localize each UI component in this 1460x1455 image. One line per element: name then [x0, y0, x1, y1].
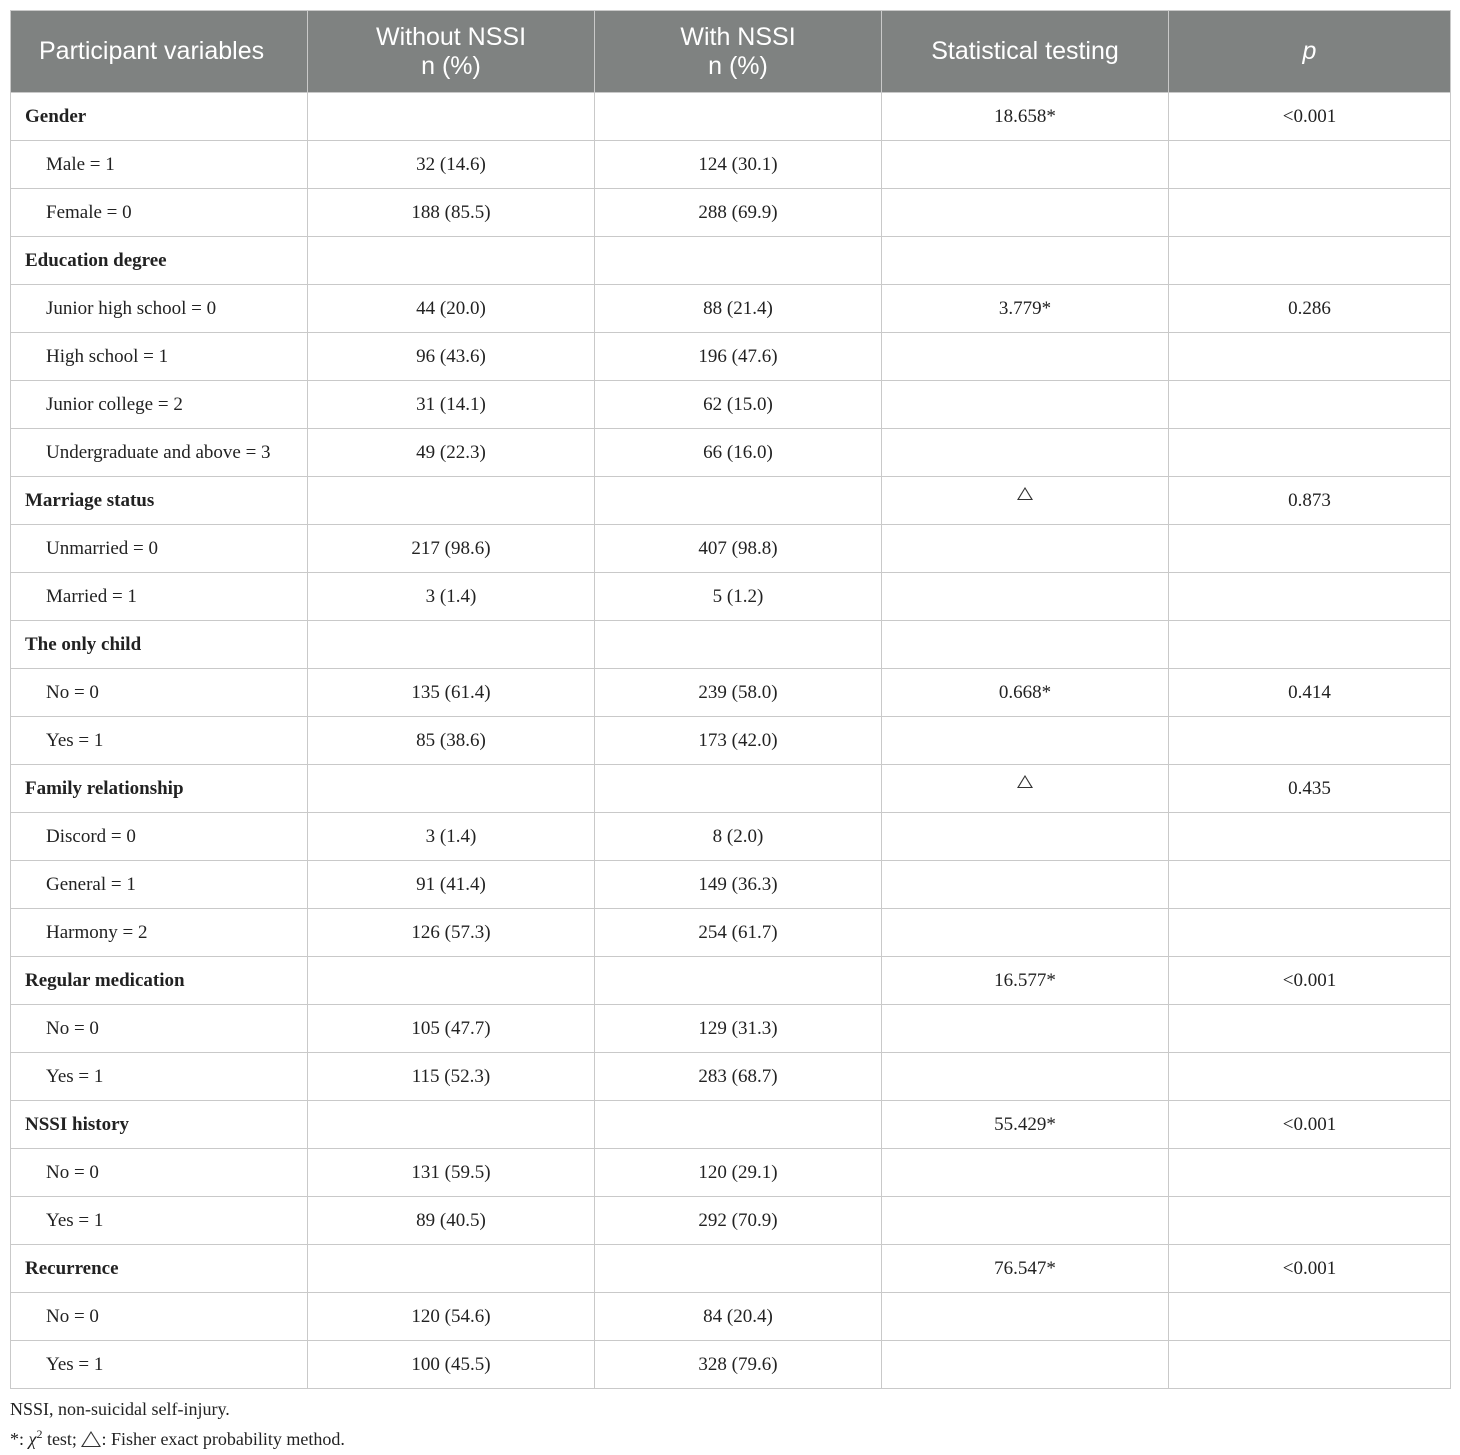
cell-variable: Undergraduate and above = 3: [11, 429, 308, 477]
cell-without-nssi: 89 (40.5): [308, 1197, 595, 1245]
cell-statistical-testing: [882, 861, 1169, 909]
cell-statistical-testing: [882, 141, 1169, 189]
cell-without-nssi: [308, 1101, 595, 1149]
table-row: [11, 909, 1451, 957]
table-row: [11, 1005, 1451, 1053]
cell-without-nssi: 217 (98.6): [308, 525, 595, 573]
cell-with-nssi: 239 (58.0): [595, 669, 882, 717]
cell-without-nssi: 32 (14.6): [308, 141, 595, 189]
cell-with-nssi: 283 (68.7): [595, 1053, 882, 1101]
cell-statistical-testing: [882, 717, 1169, 765]
cell-statistical-testing: [882, 237, 1169, 285]
cell-without-nssi: 131 (59.5): [308, 1149, 595, 1197]
table-row: [11, 1341, 1451, 1389]
cell-variable: Junior college = 2: [11, 381, 308, 429]
table-row: [11, 429, 1451, 477]
cell-p-value: [1169, 621, 1451, 669]
table-row: [11, 813, 1451, 861]
cell-p-value: 0.435: [1169, 765, 1451, 813]
cell-with-nssi: [595, 957, 882, 1005]
triangle-icon: [81, 1431, 101, 1447]
footnote-chi-symbol: χ: [28, 1429, 37, 1449]
cell-statistical-testing: [882, 429, 1169, 477]
cell-p-value: [1169, 1053, 1451, 1101]
cell-with-nssi: 407 (98.8): [595, 525, 882, 573]
cell-without-nssi: 115 (52.3): [308, 1053, 595, 1101]
cell-p-value: [1169, 717, 1451, 765]
cell-without-nssi: 100 (45.5): [308, 1341, 595, 1389]
table-row: [11, 141, 1451, 189]
cell-with-nssi: 149 (36.3): [595, 861, 882, 909]
table-footnotes: [10, 1397, 345, 1452]
cell-variable: Yes = 1: [11, 717, 308, 765]
cell-variable: Family relationship: [11, 765, 308, 813]
cell-variable: High school = 1: [11, 333, 308, 381]
cell-p-value: [1169, 1149, 1451, 1197]
table-row: [11, 1293, 1451, 1341]
table-row: [11, 1149, 1451, 1197]
cell-with-nssi: 84 (20.4): [595, 1293, 882, 1341]
cell-without-nssi: 31 (14.1): [308, 381, 595, 429]
header-without-nssi-line2: n (%): [421, 51, 481, 80]
table-group-row: [11, 621, 1451, 669]
cell-p-value: [1169, 141, 1451, 189]
cell-with-nssi: [595, 621, 882, 669]
header-with-nssi-line2: n (%): [708, 51, 768, 80]
cell-p-value: [1169, 1005, 1451, 1053]
cell-without-nssi: [308, 93, 595, 141]
table-row: [11, 285, 1451, 333]
cell-with-nssi: [595, 1101, 882, 1149]
table-row: [11, 1053, 1451, 1101]
cell-statistical-testing: 3.779*: [882, 285, 1169, 333]
table-row: [11, 669, 1451, 717]
header-participant-variables: Participant variables: [11, 11, 308, 93]
cell-variable: Discord = 0: [11, 813, 308, 861]
cell-without-nssi: 85 (38.6): [308, 717, 595, 765]
cell-variable: Harmony = 2: [11, 909, 308, 957]
cell-variable: Female = 0: [11, 189, 308, 237]
cell-p-value: [1169, 861, 1451, 909]
table-group-row: [11, 1101, 1451, 1149]
cell-variable: Yes = 1: [11, 1341, 308, 1389]
cell-statistical-testing: [882, 1293, 1169, 1341]
cell-variable: Gender: [11, 93, 308, 141]
header-row: [11, 11, 1451, 93]
cell-with-nssi: [595, 237, 882, 285]
table-body: [11, 93, 1451, 1389]
cell-statistical-testing: 16.577*: [882, 957, 1169, 1005]
cell-variable: Yes = 1: [11, 1053, 308, 1101]
cell-statistical-testing: [882, 1053, 1169, 1101]
cell-variable: Male = 1: [11, 141, 308, 189]
table-row: [11, 573, 1451, 621]
cell-without-nssi: 44 (20.0): [308, 285, 595, 333]
cell-with-nssi: 66 (16.0): [595, 429, 882, 477]
cell-statistical-testing: 18.658*: [882, 93, 1169, 141]
cell-without-nssi: 126 (57.3): [308, 909, 595, 957]
cell-variable: The only child: [11, 621, 308, 669]
cell-p-value: [1169, 429, 1451, 477]
cell-with-nssi: 62 (15.0): [595, 381, 882, 429]
header-without-nssi: [308, 11, 595, 93]
table-row: [11, 525, 1451, 573]
cell-with-nssi: [595, 477, 882, 525]
cell-with-nssi: 288 (69.9): [595, 189, 882, 237]
header-without-nssi-line1: Without NSSI: [375, 22, 527, 51]
cell-variable: Education degree: [11, 237, 308, 285]
table-group-row: [11, 1245, 1451, 1293]
cell-statistical-testing: [882, 1341, 1169, 1389]
cell-without-nssi: 96 (43.6): [308, 333, 595, 381]
cell-with-nssi: 173 (42.0): [595, 717, 882, 765]
cell-with-nssi: [595, 765, 882, 813]
cell-variable: Marriage status: [11, 477, 308, 525]
cell-without-nssi: 91 (41.4): [308, 861, 595, 909]
table-group-row: [11, 765, 1451, 813]
cell-variable: Yes = 1: [11, 1197, 308, 1245]
triangle-icon: [1017, 487, 1033, 500]
cell-statistical-testing: 55.429*: [882, 1101, 1169, 1149]
cell-p-value: 0.414: [1169, 669, 1451, 717]
cell-variable: Regular medication: [11, 957, 308, 1005]
cell-variable: Junior high school = 0: [11, 285, 308, 333]
cell-p-value: [1169, 909, 1451, 957]
cell-without-nssi: [308, 765, 595, 813]
footnote-chi-text: test;: [42, 1429, 82, 1449]
cell-variable: No = 0: [11, 669, 308, 717]
table-header: [11, 11, 1451, 93]
header-with-nssi-line1: With NSSI: [680, 22, 796, 51]
cell-without-nssi: 120 (54.6): [308, 1293, 595, 1341]
table-container: [10, 10, 1450, 1389]
cell-statistical-testing: [882, 333, 1169, 381]
cell-statistical-testing: [882, 189, 1169, 237]
table-group-row: [11, 477, 1451, 525]
footnote-chi-exponent: 2: [36, 1427, 43, 1441]
cell-statistical-testing: [882, 765, 1169, 813]
table-row: [11, 333, 1451, 381]
cell-without-nssi: 105 (47.7): [308, 1005, 595, 1053]
table-row: [11, 189, 1451, 237]
cell-p-value: <0.001: [1169, 93, 1451, 141]
cell-with-nssi: 8 (2.0): [595, 813, 882, 861]
header-with-nssi: [595, 11, 882, 93]
cell-variable: NSSI history: [11, 1101, 308, 1149]
cell-with-nssi: 292 (70.9): [595, 1197, 882, 1245]
table-group-row: [11, 93, 1451, 141]
cell-with-nssi: 328 (79.6): [595, 1341, 882, 1389]
footnote-star: *: [10, 1429, 19, 1449]
cell-statistical-testing: [882, 621, 1169, 669]
cell-with-nssi: [595, 1245, 882, 1293]
cell-variable: No = 0: [11, 1293, 308, 1341]
cell-p-value: [1169, 1293, 1451, 1341]
cell-without-nssi: [308, 1245, 595, 1293]
cell-p-value: [1169, 1341, 1451, 1389]
cell-p-value: [1169, 525, 1451, 573]
cell-p-value: [1169, 1197, 1451, 1245]
table-row: [11, 381, 1451, 429]
cell-p-value: 0.873: [1169, 477, 1451, 525]
cell-without-nssi: [308, 957, 595, 1005]
cell-statistical-testing: [882, 477, 1169, 525]
cell-statistical-testing: [882, 1005, 1169, 1053]
cell-statistical-testing: [882, 525, 1169, 573]
cell-without-nssi: 188 (85.5): [308, 189, 595, 237]
cell-without-nssi: [308, 621, 595, 669]
cell-with-nssi: 120 (29.1): [595, 1149, 882, 1197]
cell-statistical-testing: [882, 1197, 1169, 1245]
cell-without-nssi: [308, 237, 595, 285]
cell-statistical-testing: [882, 909, 1169, 957]
cell-statistical-testing: 76.547*: [882, 1245, 1169, 1293]
header-statistical-testing: Statistical testing: [882, 11, 1169, 93]
cell-variable: Recurrence: [11, 1245, 308, 1293]
cell-without-nssi: 3 (1.4): [308, 573, 595, 621]
cell-with-nssi: 196 (47.6): [595, 333, 882, 381]
header-p: [1169, 11, 1451, 93]
cell-p-value: [1169, 381, 1451, 429]
cell-variable: No = 0: [11, 1005, 308, 1053]
table-row: [11, 1197, 1451, 1245]
cell-variable: General = 1: [11, 861, 308, 909]
cell-p-value: 0.286: [1169, 285, 1451, 333]
cell-p-value: [1169, 573, 1451, 621]
table-group-row: [11, 237, 1451, 285]
cell-with-nssi: 129 (31.3): [595, 1005, 882, 1053]
cell-statistical-testing: 0.668*: [882, 669, 1169, 717]
data-table: [10, 10, 1451, 1389]
cell-p-value: [1169, 333, 1451, 381]
cell-p-value: <0.001: [1169, 957, 1451, 1005]
cell-p-value: [1169, 813, 1451, 861]
cell-statistical-testing: [882, 813, 1169, 861]
header-p-label: p: [1302, 37, 1317, 65]
cell-p-value: <0.001: [1169, 1245, 1451, 1293]
triangle-icon: [1017, 775, 1033, 788]
cell-statistical-testing: [882, 381, 1169, 429]
cell-with-nssi: 5 (1.2): [595, 573, 882, 621]
cell-statistical-testing: [882, 573, 1169, 621]
cell-variable: Married = 1: [11, 573, 308, 621]
cell-p-value: [1169, 189, 1451, 237]
table-row: [11, 717, 1451, 765]
cell-with-nssi: 254 (61.7): [595, 909, 882, 957]
footnote-abbreviation: NSSI, non-suicidal self-injury.: [10, 1399, 230, 1419]
table-row: [11, 861, 1451, 909]
cell-p-value: <0.001: [1169, 1101, 1451, 1149]
cell-p-value: [1169, 237, 1451, 285]
cell-statistical-testing: [882, 1149, 1169, 1197]
cell-with-nssi: 124 (30.1): [595, 141, 882, 189]
cell-with-nssi: 88 (21.4): [595, 285, 882, 333]
cell-without-nssi: 135 (61.4): [308, 669, 595, 717]
cell-variable: No = 0: [11, 1149, 308, 1197]
cell-variable: Unmarried = 0: [11, 525, 308, 573]
cell-with-nssi: [595, 93, 882, 141]
cell-without-nssi: [308, 477, 595, 525]
footnote-fisher-text: : Fisher exact probability method.: [101, 1429, 345, 1449]
cell-without-nssi: 49 (22.3): [308, 429, 595, 477]
footnote-tests: *: $\chi^2$ test; : Fisher exact probability method.: [10, 1427, 345, 1449]
table-group-row: [11, 957, 1451, 1005]
cell-without-nssi: 3 (1.4): [308, 813, 595, 861]
